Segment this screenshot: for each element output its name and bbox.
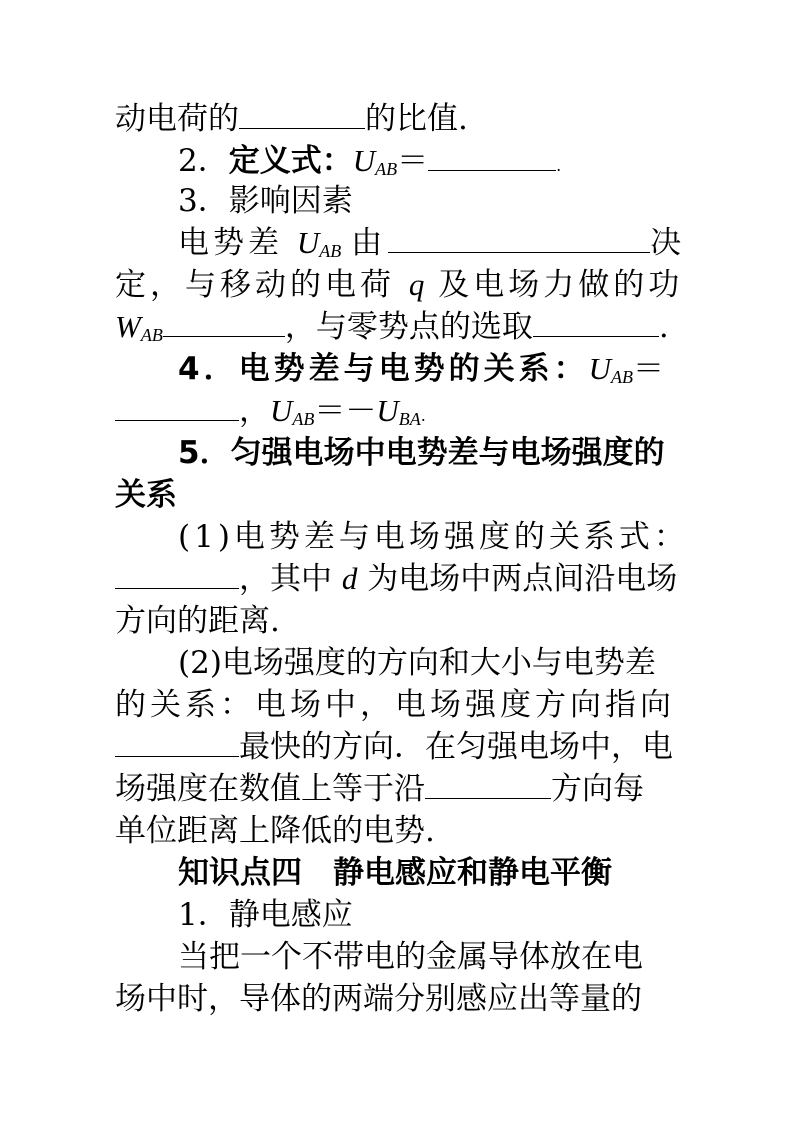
line-1: 动电荷的 的比值. — [115, 98, 793, 140]
blank-1[interactable] — [239, 98, 365, 129]
line-14: (2)电场强度的方向和大小与电势差 — [178, 645, 656, 681]
line-22: 场中时，导体的两端分别感应出等量的 — [115, 981, 642, 1017]
line-2: 2．定义式：$U_{AB}=$ . — [178, 140, 793, 182]
line-4: 电势差 $U_{AB}$ 由 决 — [178, 222, 793, 264]
blank-6[interactable] — [115, 390, 239, 421]
blank-7[interactable] — [115, 558, 239, 589]
line-3: 3．影响因素 — [178, 183, 353, 219]
line-13: 方向的距离. — [115, 603, 280, 639]
line-8: ，$U_{AB}=-U_{BA}$. — [115, 390, 793, 432]
blank-9[interactable] — [425, 768, 551, 799]
blank-3[interactable] — [388, 222, 650, 253]
line-15: 的关系：电场中，电场强度方向指向 — [115, 687, 675, 723]
line-10: 关系 — [115, 477, 177, 513]
blank-4[interactable] — [163, 306, 285, 337]
blank-8[interactable] — [115, 726, 239, 757]
blank-5[interactable] — [533, 306, 659, 337]
line-18: 单位距离上降低的电势. — [115, 813, 435, 849]
line-12: ，其中 d 为电场中两点间沿电场 — [115, 558, 793, 600]
line-5: 定，与移动的电荷 q 及电场力做的功 — [115, 267, 684, 303]
line-6: $W_{AB}$ ，与零势点的选取 . — [115, 306, 793, 348]
line-20: 1．静电感应 — [178, 897, 353, 933]
section-heading: 知识点四 静电感应和静电平衡 — [178, 855, 612, 891]
line-16: 最快的方向．在匀强电场中，电 — [115, 726, 793, 768]
line-7: 4．电势差与电势的关系：$U_{AB}=$ — [178, 351, 664, 387]
line-17: 场强度在数值上等于沿 方向每 — [115, 768, 793, 810]
line-11: (1)电势差与电场强度的关系式： — [178, 519, 689, 555]
line-9: 5．匀强电场中电势差与电场强度的 — [178, 435, 665, 471]
blank-2[interactable] — [428, 140, 556, 171]
line-21: 当把一个不带电的金属导体放在电 — [178, 939, 643, 975]
